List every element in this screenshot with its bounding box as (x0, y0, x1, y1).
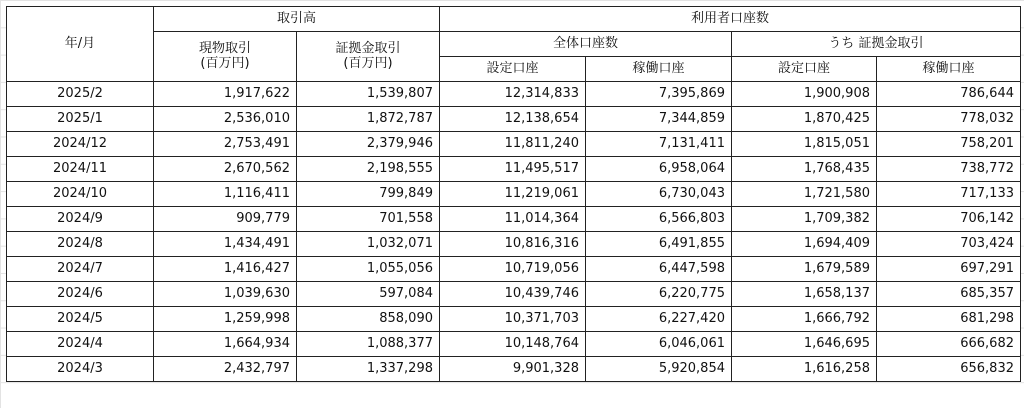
header-year-month: 年/月 (7, 7, 154, 82)
table-row (7, 132, 1021, 157)
cell-margin-set-accounts: 1,768,435 (732, 157, 877, 182)
cell-margin-volume: 1,539,807 (297, 82, 440, 107)
cell-margin-active-accounts: 738,772 (877, 157, 1021, 182)
table-row (7, 307, 1021, 332)
cell-all-set-accounts: 10,371,703 (440, 307, 586, 332)
table-row (7, 282, 1021, 307)
cell-all-active-accounts: 6,566,803 (586, 207, 732, 232)
header-all-set-accounts: 設定口座 (440, 57, 586, 82)
table-row (7, 357, 1021, 382)
table-body (7, 82, 1021, 382)
cell-all-set-accounts: 10,439,746 (440, 282, 586, 307)
cell-year-month: 2024/8 (7, 232, 154, 257)
header-all-accounts: 全体口座数 (440, 32, 732, 57)
cell-margin-set-accounts: 1,870,425 (732, 107, 877, 132)
cell-all-active-accounts: 5,920,854 (586, 357, 732, 382)
cell-year-month: 2024/7 (7, 257, 154, 282)
cell-all-active-accounts: 6,730,043 (586, 182, 732, 207)
cell-margin-active-accounts: 706,142 (877, 207, 1021, 232)
cell-margin-active-accounts: 656,832 (877, 357, 1021, 382)
cell-all-active-accounts: 7,131,411 (586, 132, 732, 157)
header-all-active-accounts: 稼働口座 (586, 57, 732, 82)
cell-margin-active-accounts: 778,032 (877, 107, 1021, 132)
cell-margin-active-accounts: 717,133 (877, 182, 1021, 207)
cell-margin-active-accounts: 786,644 (877, 82, 1021, 107)
cell-margin-volume: 701,558 (297, 207, 440, 232)
cell-spot-volume: 1,917,622 (154, 82, 297, 107)
table-row (7, 82, 1021, 107)
cell-all-active-accounts: 6,220,775 (586, 282, 732, 307)
cell-all-set-accounts: 12,314,833 (440, 82, 586, 107)
cell-year-month: 2024/5 (7, 307, 154, 332)
cell-all-active-accounts: 7,344,859 (586, 107, 732, 132)
cell-margin-volume: 597,084 (297, 282, 440, 307)
cell-spot-volume: 1,434,491 (154, 232, 297, 257)
cell-all-active-accounts: 6,227,420 (586, 307, 732, 332)
table-row (7, 107, 1021, 132)
table-row (7, 207, 1021, 232)
cell-all-set-accounts: 11,811,240 (440, 132, 586, 157)
cell-margin-set-accounts: 1,815,051 (732, 132, 877, 157)
header-margin-accounts: うち 証拠金取引 (732, 32, 1021, 57)
cell-year-month: 2024/9 (7, 207, 154, 232)
cell-year-month: 2024/10 (7, 182, 154, 207)
cell-year-month: 2024/4 (7, 332, 154, 357)
cell-spot-volume: 2,753,491 (154, 132, 297, 157)
table-row (7, 157, 1021, 182)
cell-spot-volume: 2,670,562 (154, 157, 297, 182)
cell-margin-set-accounts: 1,694,409 (732, 232, 877, 257)
cell-spot-volume: 909,779 (154, 207, 297, 232)
cell-margin-set-accounts: 1,709,382 (732, 207, 877, 232)
cell-margin-set-accounts: 1,616,258 (732, 357, 877, 382)
cell-margin-volume: 799,849 (297, 182, 440, 207)
cell-all-active-accounts: 7,395,869 (586, 82, 732, 107)
cell-margin-active-accounts: 697,291 (877, 257, 1021, 282)
cell-spot-volume: 1,116,411 (154, 182, 297, 207)
cell-year-month: 2024/6 (7, 282, 154, 307)
header-margin-active-accounts: 稼働口座 (877, 57, 1021, 82)
cell-margin-volume: 2,198,555 (297, 157, 440, 182)
cell-margin-active-accounts: 703,424 (877, 232, 1021, 257)
cell-spot-volume: 1,664,934 (154, 332, 297, 357)
cell-all-set-accounts: 10,148,764 (440, 332, 586, 357)
cell-all-active-accounts: 6,447,598 (586, 257, 732, 282)
table-row (7, 332, 1021, 357)
cell-all-set-accounts: 10,816,316 (440, 232, 586, 257)
cell-margin-volume: 1,055,056 (297, 257, 440, 282)
cell-all-set-accounts: 11,014,364 (440, 207, 586, 232)
cell-spot-volume: 1,039,630 (154, 282, 297, 307)
cell-margin-set-accounts: 1,646,695 (732, 332, 877, 357)
cell-margin-volume: 858,090 (297, 307, 440, 332)
cell-year-month: 2024/3 (7, 357, 154, 382)
header-trade-volume: 取引高 (154, 7, 440, 32)
header-margin-set-accounts: 設定口座 (732, 57, 877, 82)
cell-spot-volume: 1,259,998 (154, 307, 297, 332)
cell-spot-volume: 2,432,797 (154, 357, 297, 382)
table-row (7, 182, 1021, 207)
cell-margin-active-accounts: 685,357 (877, 282, 1021, 307)
table-row (7, 257, 1021, 282)
cell-margin-active-accounts: 666,682 (877, 332, 1021, 357)
cell-margin-volume: 1,088,377 (297, 332, 440, 357)
cell-year-month: 2024/12 (7, 132, 154, 157)
cell-margin-active-accounts: 758,201 (877, 132, 1021, 157)
cell-margin-active-accounts: 681,298 (877, 307, 1021, 332)
cell-spot-volume: 2,536,010 (154, 107, 297, 132)
cell-all-set-accounts: 11,219,061 (440, 182, 586, 207)
cell-margin-set-accounts: 1,679,589 (732, 257, 877, 282)
header-margin-unit: (百万円) (343, 55, 393, 71)
header-spot (154, 32, 297, 82)
cell-margin-volume: 2,379,946 (297, 132, 440, 157)
cell-all-set-accounts: 11,495,517 (440, 157, 586, 182)
header-margin-label: 証拠金取引 (335, 41, 401, 57)
trading-stats-table (6, 6, 1021, 382)
cell-margin-volume: 1,337,298 (297, 357, 440, 382)
cell-margin-volume: 1,032,071 (297, 232, 440, 257)
cell-all-set-accounts: 9,901,328 (440, 357, 586, 382)
header-spot-label: 現物取引 (198, 41, 251, 57)
cell-all-set-accounts: 12,138,654 (440, 107, 586, 132)
cell-all-set-accounts: 10,719,056 (440, 257, 586, 282)
cell-margin-set-accounts: 1,900,908 (732, 82, 877, 107)
cell-all-active-accounts: 6,046,061 (586, 332, 732, 357)
cell-margin-set-accounts: 1,666,792 (732, 307, 877, 332)
cell-year-month: 2024/11 (7, 157, 154, 182)
header-spot-unit: (百万円) (200, 55, 250, 71)
cell-year-month: 2025/1 (7, 107, 154, 132)
cell-all-active-accounts: 6,958,064 (586, 157, 732, 182)
cell-margin-set-accounts: 1,658,137 (732, 282, 877, 307)
cell-margin-volume: 1,872,787 (297, 107, 440, 132)
table-row (7, 232, 1021, 257)
cell-year-month: 2025/2 (7, 82, 154, 107)
header-margin (297, 32, 440, 82)
cell-all-active-accounts: 6,491,855 (586, 232, 732, 257)
cell-spot-volume: 1,416,427 (154, 257, 297, 282)
cell-margin-set-accounts: 1,721,580 (732, 182, 877, 207)
header-user-accounts: 利用者口座数 (440, 7, 1021, 32)
